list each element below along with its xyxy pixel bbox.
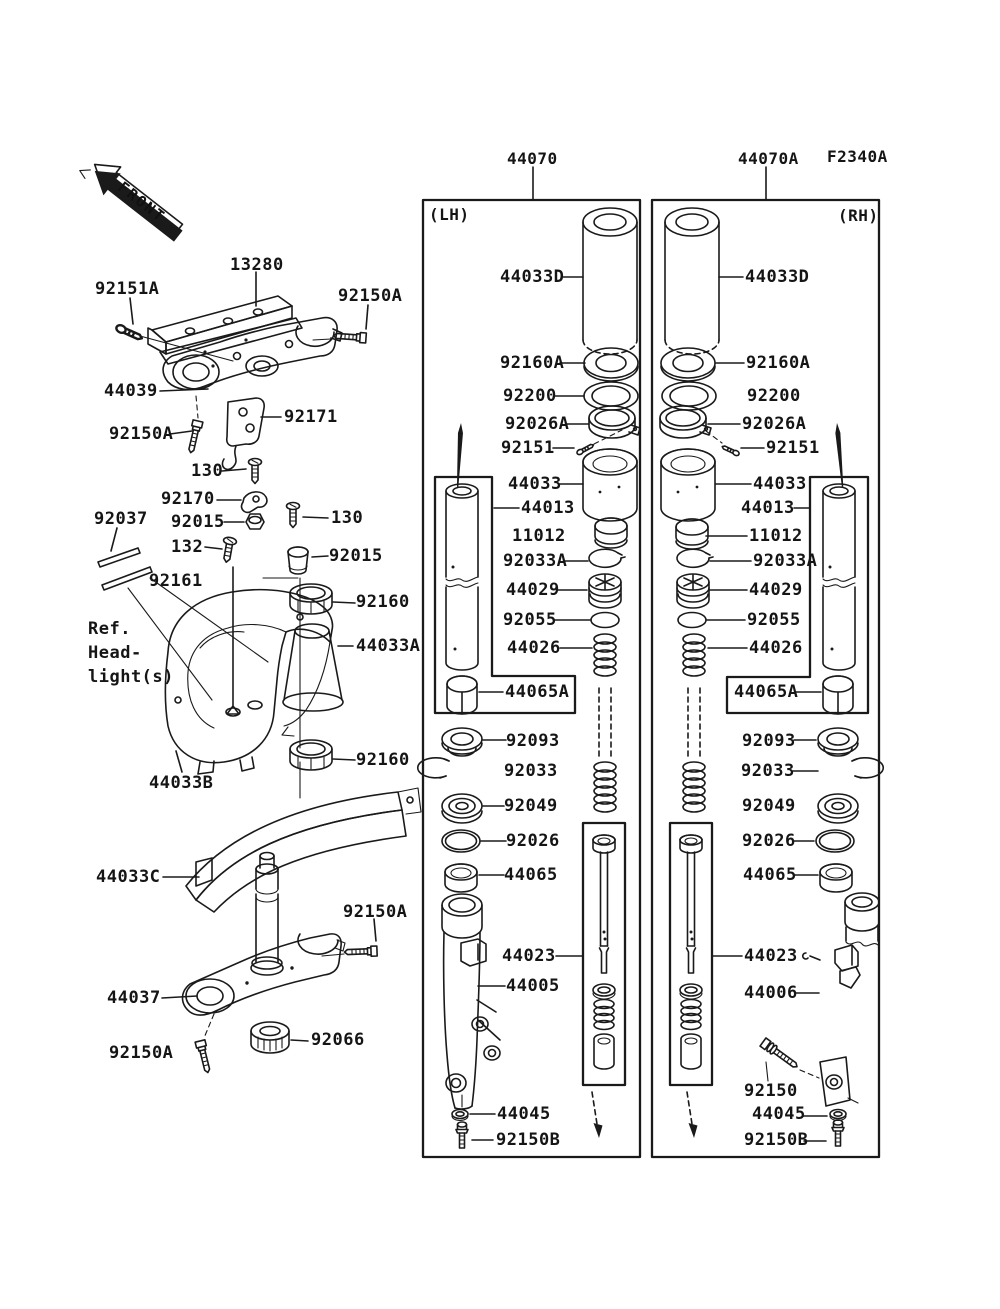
rh-assembly-drawing xyxy=(652,200,883,1157)
lh-side-tag: (LH) xyxy=(429,205,470,224)
rh-assembly-number: 44070A xyxy=(738,149,799,168)
part-label-130-2: 130 xyxy=(331,508,364,528)
rh-label-44033D: 44033D xyxy=(745,267,810,287)
rh-outer-tube-drawing xyxy=(803,893,879,988)
front-label: FRONT xyxy=(114,177,170,227)
ref-note-line-3: light(s) xyxy=(88,667,174,687)
rh-label-44006: 44006 xyxy=(744,983,798,1003)
rh-label-44045: 44045 xyxy=(752,1104,806,1124)
lh-label-11012: 11012 xyxy=(512,526,566,546)
part-label-132: 132 xyxy=(171,537,204,557)
lh-label-92049: 92049 xyxy=(504,796,558,816)
lh-label-44026: 44026 xyxy=(507,638,561,658)
part-label-130-1: 130 xyxy=(191,461,224,481)
rh-label-92026A: 92026A xyxy=(742,414,807,434)
part-label-92066: 92066 xyxy=(311,1030,365,1050)
lh-leader-lines xyxy=(470,277,592,1140)
lh-label-92150B: 92150B xyxy=(496,1130,561,1150)
rh-label-92026: 92026 xyxy=(742,831,796,851)
lh-label-92093: 92093 xyxy=(506,731,560,751)
part-label-44033C: 44033C xyxy=(96,867,161,887)
lh-label-92055: 92055 xyxy=(503,610,557,630)
part-label-92150A-3: 92150A xyxy=(343,902,408,922)
rh-label-44065A: 44065A xyxy=(734,682,799,702)
lh-assembly-number: 44070 xyxy=(507,149,558,168)
lh-label-44065: 44065 xyxy=(504,865,558,885)
lh-label-92160A: 92160A xyxy=(500,353,565,373)
part-label-92150A-4: 92150A xyxy=(109,1043,174,1063)
part-label-92015-2: 92015 xyxy=(329,546,383,566)
lh-label-44005: 44005 xyxy=(506,976,560,996)
rh-label-92200: 92200 xyxy=(747,386,801,406)
figure-code: F2340A xyxy=(827,147,888,166)
ref-note-line-2: Head- xyxy=(88,643,142,663)
lh-label-92151: 92151 xyxy=(501,438,555,458)
lh-label-44045: 44045 xyxy=(497,1104,551,1124)
ref-note-line-1: Ref. xyxy=(88,619,131,639)
assembly-leader-lines xyxy=(533,167,766,199)
front-direction-arrow xyxy=(77,148,190,247)
lh-label-44065A: 44065A xyxy=(505,682,570,702)
part-label-92150A-2: 92150A xyxy=(109,424,174,444)
rh-label-92150: 92150 xyxy=(744,1081,798,1101)
part-label-92151A: 92151A xyxy=(95,279,160,299)
part-label-92160-1: 92160 xyxy=(356,592,410,612)
rh-label-92160A: 92160A xyxy=(746,353,811,373)
rh-label-44013: 44013 xyxy=(741,498,795,518)
part-label-44033A: 44033A xyxy=(356,636,421,656)
lh-label-44013: 44013 xyxy=(521,498,575,518)
lh-label-92033: 92033 xyxy=(504,761,558,781)
lh-label-44023: 44023 xyxy=(502,946,556,966)
rh-label-44033: 44033 xyxy=(753,474,807,494)
part-label-92161: 92161 xyxy=(149,571,203,591)
part-label-44033B: 44033B xyxy=(149,773,214,793)
part-label-44039: 44039 xyxy=(104,381,158,401)
rh-label-92049: 92049 xyxy=(742,796,796,816)
lh-label-92026: 92026 xyxy=(506,831,560,851)
rh-label-11012: 11012 xyxy=(749,526,803,546)
lh-label-44033D: 44033D xyxy=(500,267,565,287)
rh-label-44023: 44023 xyxy=(744,946,798,966)
rh-label-92151: 92151 xyxy=(766,438,820,458)
part-label-92037: 92037 xyxy=(94,509,148,529)
part-label-44037: 44037 xyxy=(107,988,161,1008)
rh-side-tag: (RH) xyxy=(838,206,879,225)
part-label-13280: 13280 xyxy=(230,255,284,275)
lh-label-44033: 44033 xyxy=(508,474,562,494)
rh-label-92033: 92033 xyxy=(741,761,795,781)
part-label-92160-2: 92160 xyxy=(356,750,410,770)
rh-label-44026: 44026 xyxy=(749,638,803,658)
lh-outer-tube-drawing xyxy=(442,894,500,1109)
lh-assembly-drawing xyxy=(418,200,640,1157)
lh-label-92200: 92200 xyxy=(503,386,557,406)
part-label-92015-1: 92015 xyxy=(171,512,225,532)
part-label-92171: 92171 xyxy=(284,407,338,427)
rh-label-92093: 92093 xyxy=(742,731,796,751)
lh-label-92033A: 92033A xyxy=(503,551,568,571)
rh-label-44065: 44065 xyxy=(743,865,797,885)
rh-label-92055: 92055 xyxy=(747,610,801,630)
rh-label-92033A: 92033A xyxy=(753,551,818,571)
part-label-92170: 92170 xyxy=(161,489,215,509)
lh-label-44029: 44029 xyxy=(506,580,560,600)
lh-label-92026A: 92026A xyxy=(505,414,570,434)
rh-leader-lines xyxy=(706,277,827,1141)
rh-label-92150B: 92150B xyxy=(744,1130,809,1150)
part-label-92150A-1: 92150A xyxy=(338,286,403,306)
rh-label-44029: 44029 xyxy=(749,580,803,600)
